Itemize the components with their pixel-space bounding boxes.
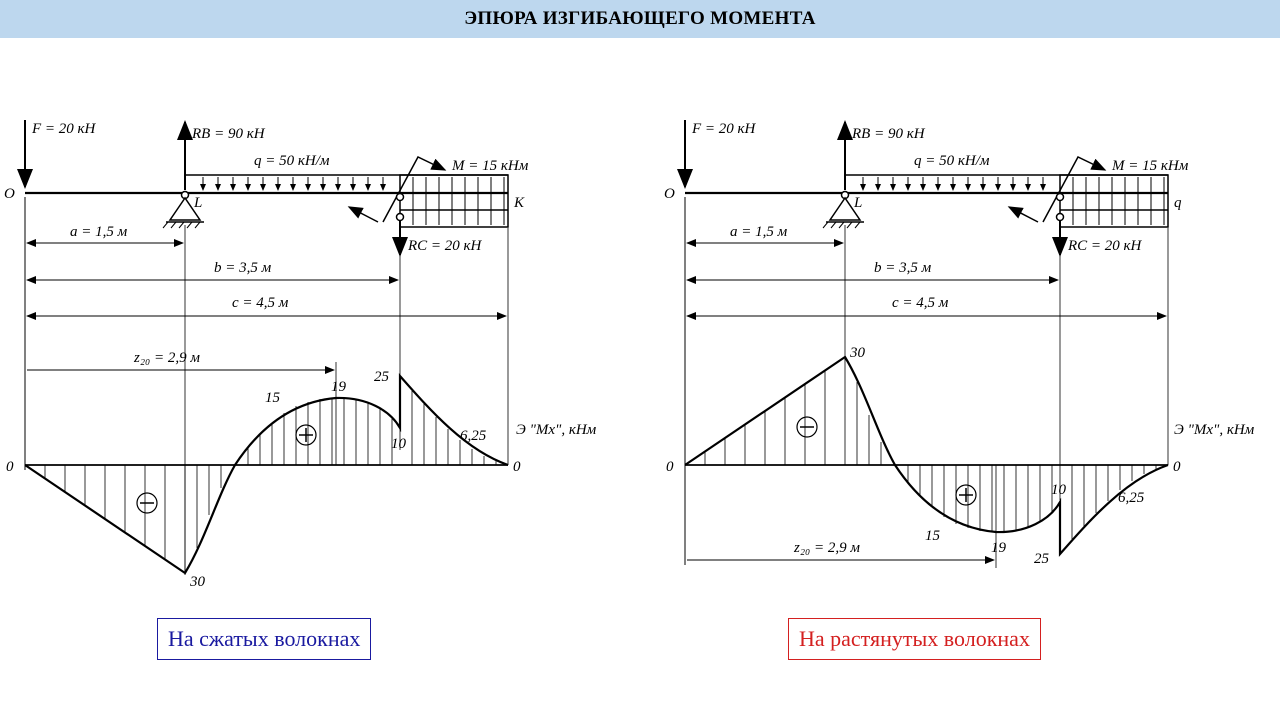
load-block-right xyxy=(400,175,508,227)
label-dim-c: c = 4,5 м xyxy=(232,295,289,311)
label-K: K xyxy=(514,195,525,211)
label-dim-a: a = 1,5 м xyxy=(70,224,128,240)
label-RC: RC = 20 кН xyxy=(408,238,482,254)
value-0-right: 0 xyxy=(513,459,521,475)
epure-hatching xyxy=(705,357,1156,539)
value-15: 15 xyxy=(925,528,940,544)
label-dim-b: b = 3,5 м xyxy=(214,260,272,276)
label-F: F = 20 кН xyxy=(32,121,96,137)
value-19: 19 xyxy=(991,540,1006,556)
label-F: F = 20 кН xyxy=(692,121,756,137)
label-dim-a: a = 1,5 м xyxy=(730,224,788,240)
moment-epure-curve xyxy=(685,357,1168,554)
label-L: L xyxy=(194,195,203,211)
value-25: 25 xyxy=(374,369,389,385)
caption-tensioned: На растянутых волокнах xyxy=(788,618,1041,660)
value-6-25: 6,25 xyxy=(1118,490,1145,506)
value-6-25: 6,25 xyxy=(460,428,487,444)
value-10: 10 xyxy=(1051,482,1066,498)
diagram-tensioned xyxy=(660,0,1280,720)
value-30: 30 xyxy=(190,574,205,590)
beam-scheme-right xyxy=(660,0,1280,720)
moment-M-symbol xyxy=(383,157,445,222)
label-epure: Э "Mx", кНм xyxy=(516,422,597,438)
value-0-left: 0 xyxy=(6,459,14,475)
value-30: 30 xyxy=(850,345,865,361)
value-25: 25 xyxy=(1034,551,1049,567)
label-dim-z: z₂₀ = 2,9 м xyxy=(794,540,860,556)
label-epure: Э "Mx", кНм xyxy=(1174,422,1255,438)
value-15: 15 xyxy=(265,390,280,406)
label-O: O xyxy=(4,186,15,202)
label-O: O xyxy=(664,186,675,202)
label-L: L xyxy=(854,195,863,211)
moment-M-symbol xyxy=(1043,157,1105,222)
label-dim-b: b = 3,5 м xyxy=(874,260,932,276)
label-RB: RB = 90 кН xyxy=(852,126,925,142)
value-19: 19 xyxy=(331,379,346,395)
value-0-left: 0 xyxy=(666,459,674,475)
label-dim-z: z₂₀ = 2,9 м xyxy=(134,350,200,366)
label-M: M = 15 кНм xyxy=(1112,158,1189,174)
label-RB: RB = 90 кН xyxy=(192,126,265,142)
label-M: M = 15 кНм xyxy=(452,158,529,174)
label-q: q = 50 кН/м xyxy=(914,153,990,169)
label-q-end: q xyxy=(1174,195,1182,211)
label-RC: RC = 20 кН xyxy=(1068,238,1142,254)
value-0-right: 0 xyxy=(1173,459,1181,475)
epure-hatching xyxy=(45,391,496,573)
label-dim-c: c = 4,5 м xyxy=(892,295,949,311)
caption-compressed: На сжатых волокнах xyxy=(157,618,371,660)
page-title: ЭПЮРА ИЗГИБАЮЩЕГО МОМЕНТА xyxy=(464,8,816,29)
value-10: 10 xyxy=(391,436,406,452)
load-block-right xyxy=(1060,175,1168,227)
label-q: q = 50 кН/м xyxy=(254,153,330,169)
